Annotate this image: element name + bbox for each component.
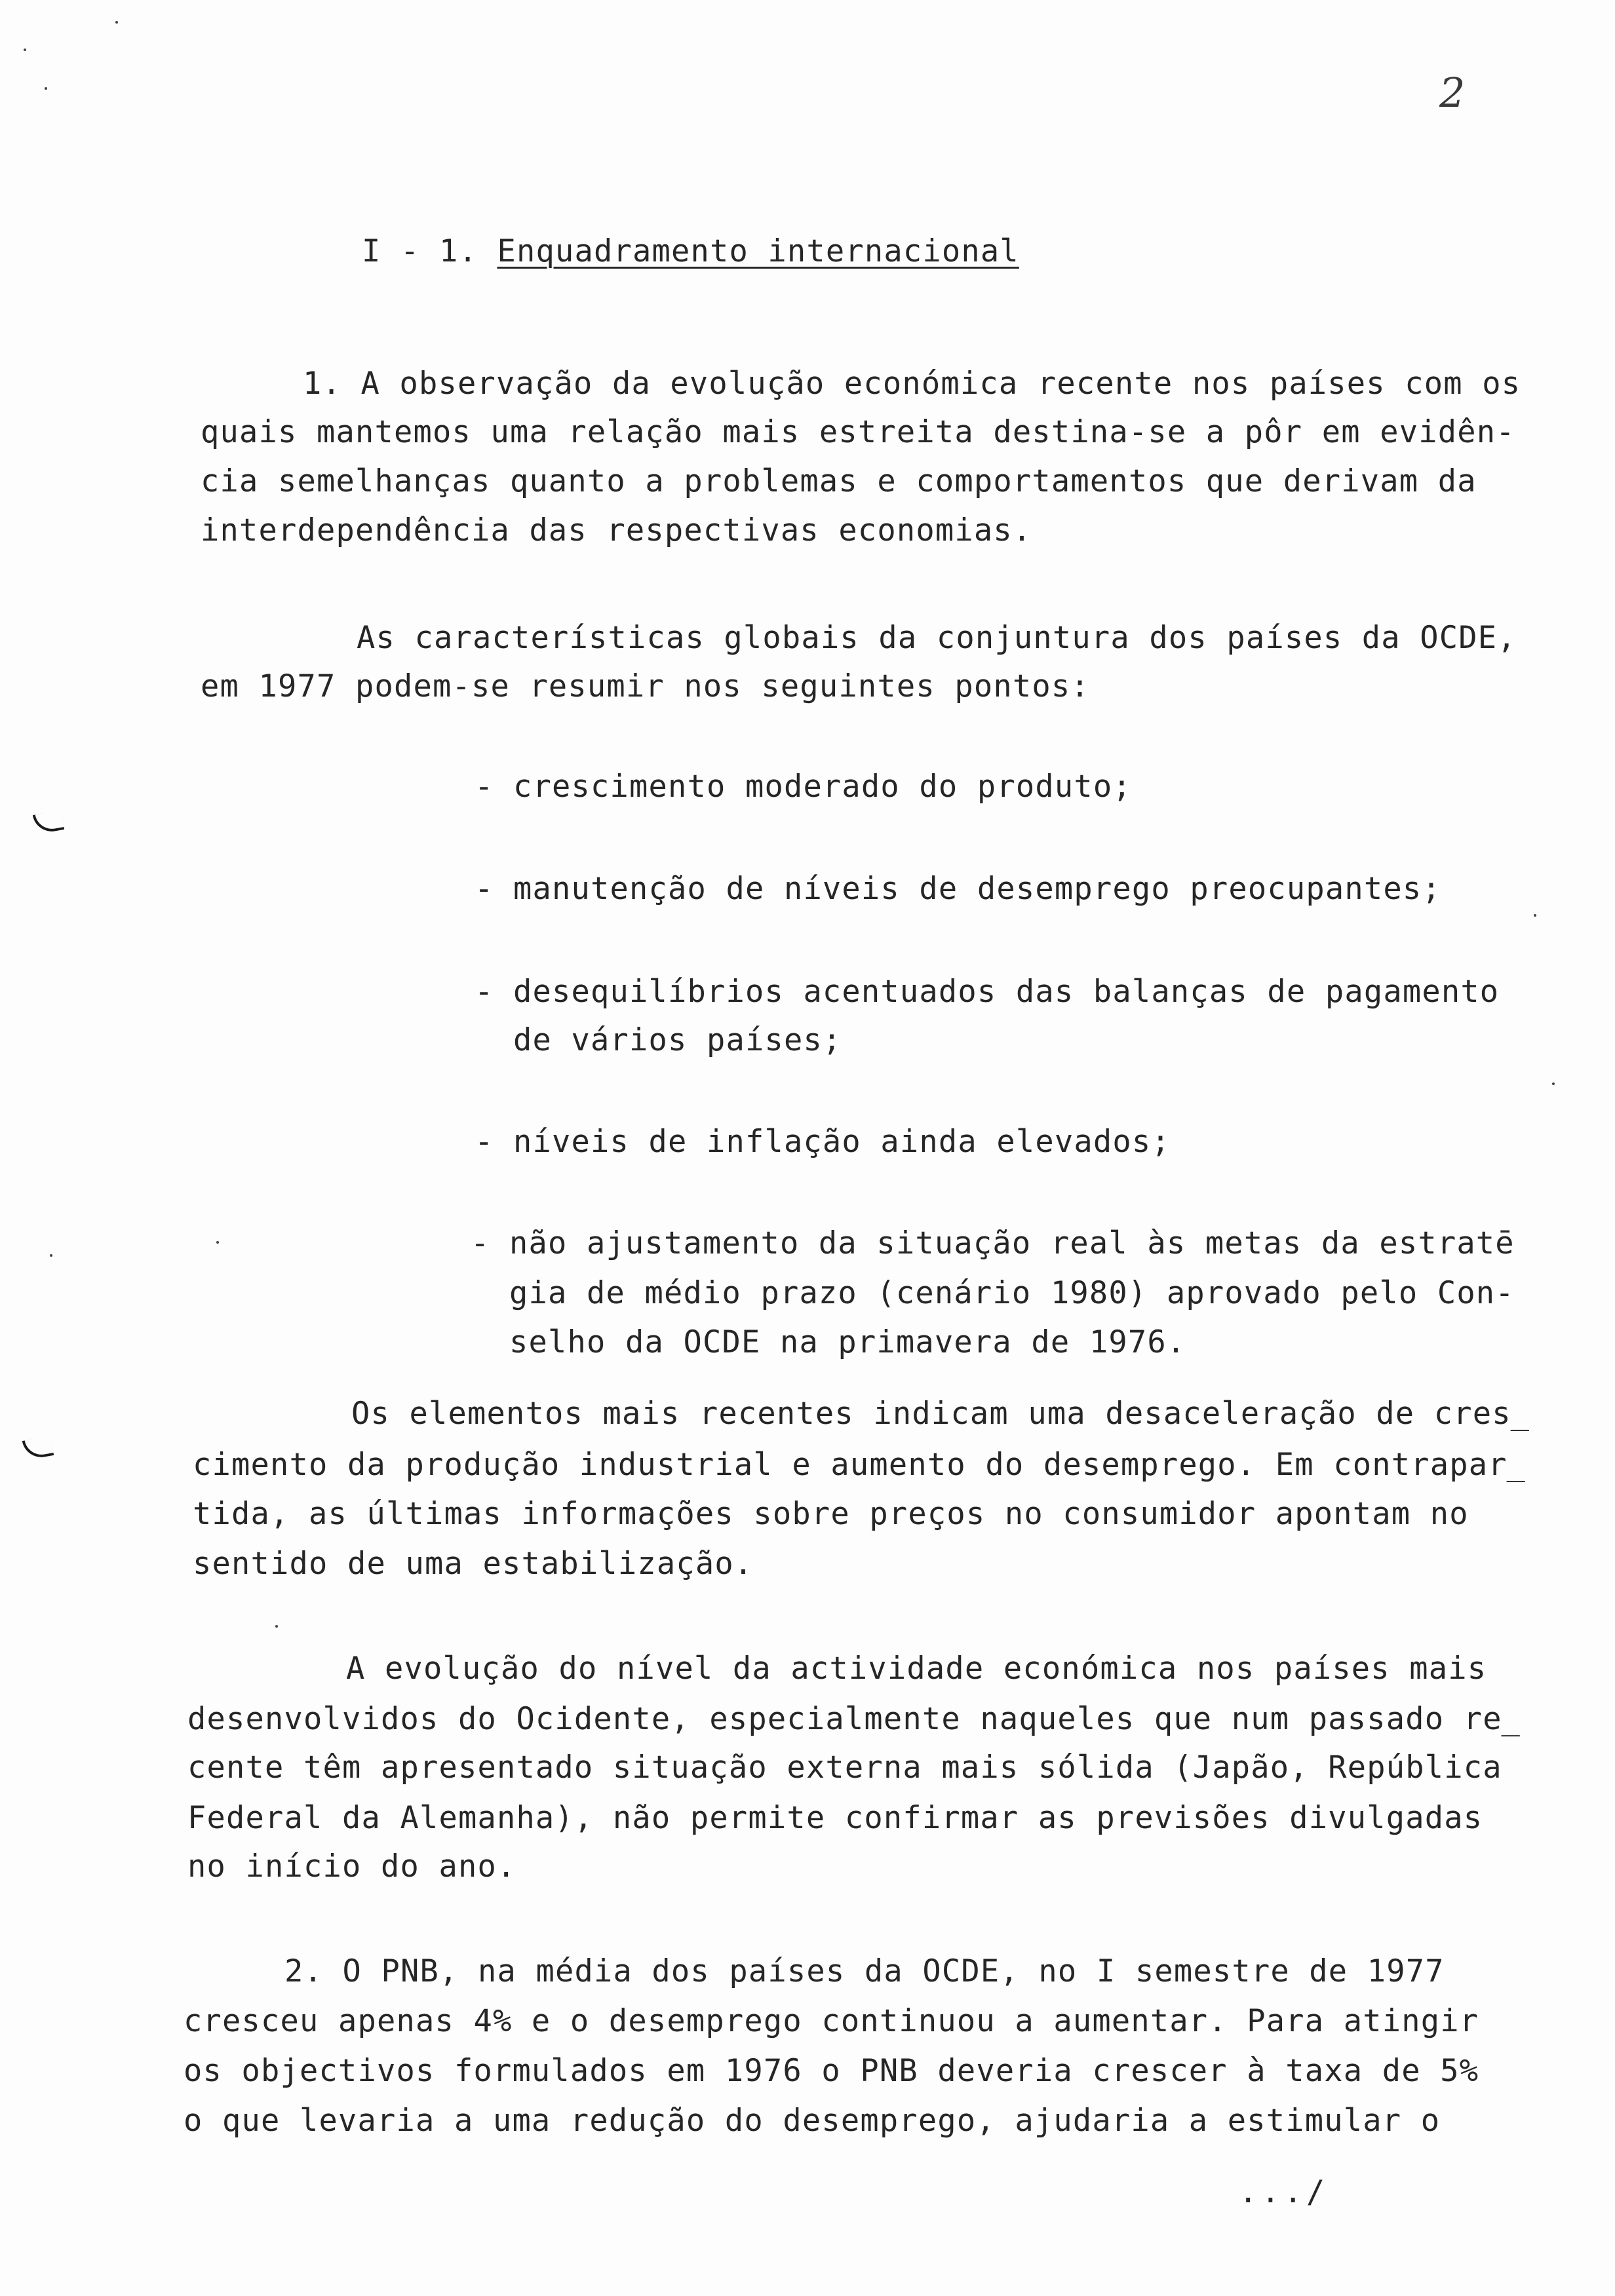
bullet-item-continued: gia de médio prazo (cenário 1980) aprovado pelo Con-: [471, 1275, 1515, 1311]
paragraph-line: sentido de uma estabilização.: [193, 1546, 754, 1582]
binder-hole-mark: [33, 810, 65, 834]
paragraph-line: 1. A observação da evolução económica recente nos países com os: [303, 366, 1521, 402]
paragraph-line: cente têm apresentado situação externa mais sólida (Japão, República: [187, 1750, 1502, 1786]
paragraph-line: cresceu apenas 4% e o desemprego continuou a aumentar. Para atingir: [184, 2003, 1479, 2039]
paragraph-line: Os elementos mais recentes indicam uma desaceleração de cres̲: [351, 1396, 1530, 1432]
bullet-item: - desequilíbrios acentuados das balanças de pagamento: [475, 974, 1500, 1010]
scan-speck: [45, 87, 47, 90]
scan-speck: [1552, 1082, 1555, 1085]
scan-speck: [24, 48, 26, 51]
paragraph-line: 2. O PNB, na média dos países da OCDE, no I semestre de 1977: [284, 1953, 1445, 1989]
paragraph-line: As características globais da conjuntura dos países da OCDE,: [357, 620, 1517, 656]
paragraph-line: desenvolvidos do Ocidente, especialmente naqueles que num passado re̲: [187, 1701, 1521, 1737]
section-heading: [362, 227, 1019, 276]
scan-speck: [275, 1625, 278, 1628]
scan-speck: [50, 1254, 52, 1257]
paragraph-line: em 1977 podem-se resumir nos seguintes pontos:: [201, 668, 1090, 704]
section-title: Enquadramento internacional: [497, 233, 1019, 269]
bullet-item-continued: selho da OCDE na primavera de 1976.: [471, 1324, 1186, 1360]
paragraph-line: no início do ano.: [187, 1848, 516, 1885]
paragraph-line: A evolução do nível da actividade económica nos países mais: [346, 1651, 1487, 1687]
scan-speck: [115, 21, 118, 24]
scan-speck: [216, 1241, 219, 1244]
paragraph-line: interdependência das respectivas economias.: [201, 512, 1032, 548]
continuation-mark: .../: [1239, 2174, 1329, 2210]
paragraph-line: Federal da Alemanha), não permite confirmar as previsões divulgadas: [187, 1800, 1483, 1836]
paragraph-line: os objectivos formulados em 1976 o PNB deveria crescer à taxa de 5%: [184, 2053, 1479, 2089]
binder-hole-mark: [22, 1436, 54, 1460]
paragraph-line: o que levaria a uma redução do desemprego, ajudaria a estimular o: [184, 2103, 1441, 2139]
bullet-item-continued: de vários países;: [475, 1022, 842, 1058]
paragraph-line: quais mantemos uma relação mais estreita destina-se a pôr em evidên-: [201, 414, 1515, 450]
scan-speck: [1534, 914, 1536, 917]
paragraph-line: cimento da produção industrial e aumento do desemprego. Em contrapar̲: [193, 1447, 1527, 1483]
bullet-item: - manutenção de níveis de desemprego preocupantes;: [475, 871, 1441, 907]
bullet-item: - crescimento moderado do produto;: [475, 769, 1132, 805]
section-number: I - 1.: [362, 233, 478, 269]
paragraph-line: cia semelhanças quanto a problemas e comportamentos que derivam da: [201, 463, 1477, 499]
page-number: 2: [1439, 69, 1466, 117]
bullet-item: - níveis de inflação ainda elevados;: [475, 1124, 1171, 1160]
paragraph-line: tida, as últimas informações sobre preços no consumidor apontam no: [193, 1496, 1469, 1532]
bullet-item: - não ajustamento da situação real às metas da estratē: [471, 1225, 1515, 1261]
